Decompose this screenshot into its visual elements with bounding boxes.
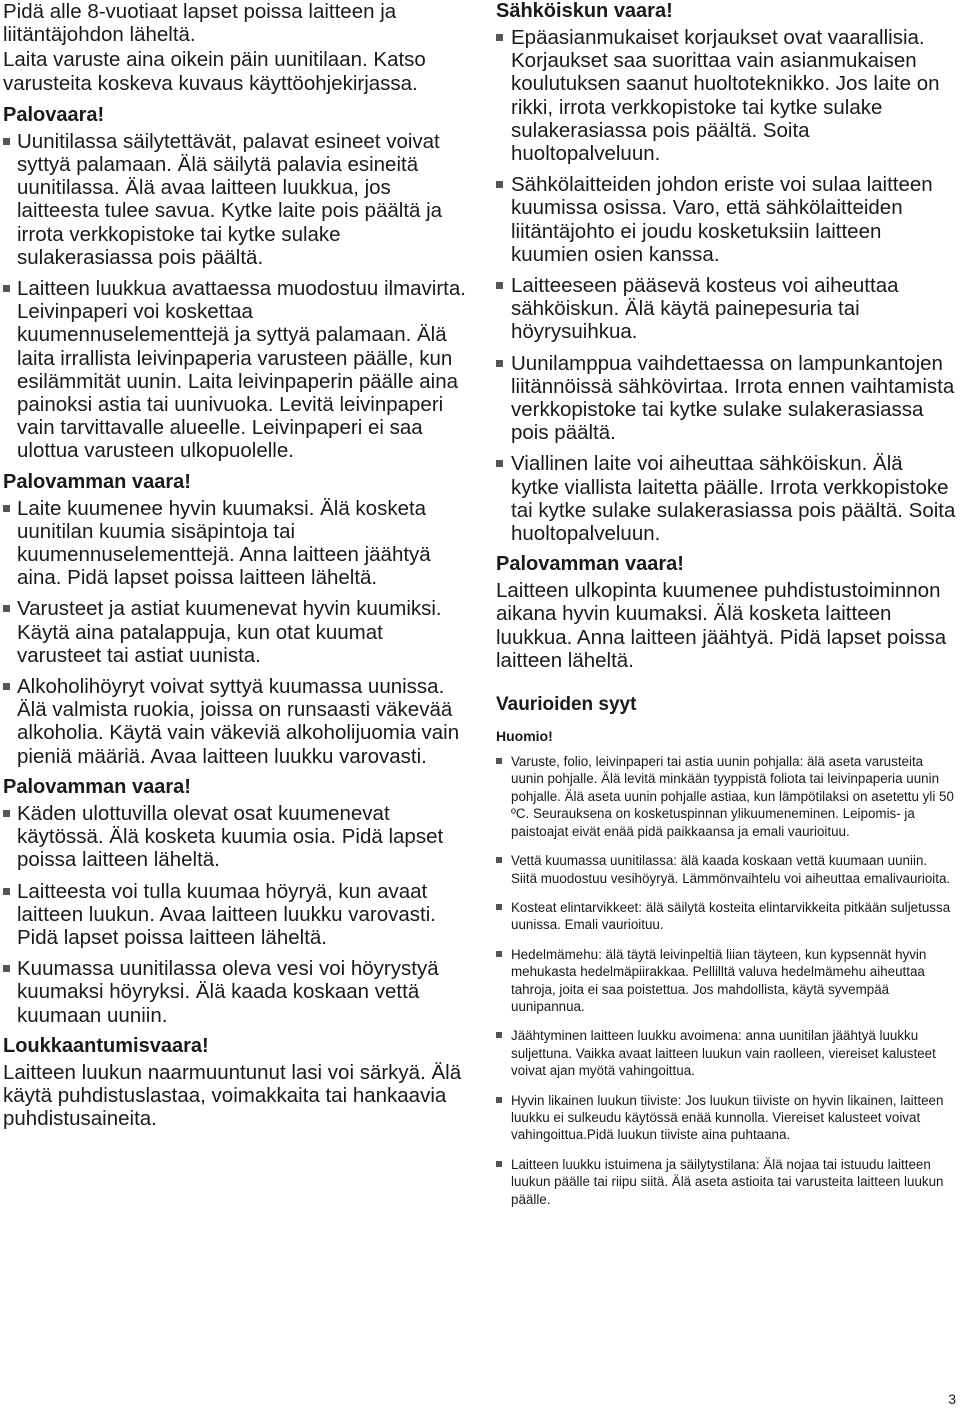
list-item: Varusteet ja astiat kuumenevat hyvin kuumiksi. Käytä aina patalappuja, kun otat kuumat varusteet tai astiat uunista. (3, 597, 468, 667)
electric-shock-heading: Sähköiskun vaara! (496, 0, 673, 22)
list-item: Kosteat elintarvikkeet: älä säilytä kosteita elintarvikkeita pitkään suljetussa uunissa. Emali vaurioituu. (496, 899, 956, 934)
list-item: Uunilamppua vaihdettaessa on lampunkantojen liitännöissä sähkövirtaa. Irrota ennen vaihtamista verkkopistoke tai kytke sulake sulakerasiassa pois päältä. (496, 352, 956, 445)
bullet-square-icon (496, 34, 503, 41)
list-item: Epäasianmukaiset korjaukset ovat vaarallisia. Korjaukset saa suorittaa vain asianmukaisen koulutuksen saanut huoltoteknikko. Jos laite on rikki, irrota verkkopistoke tai kytke sulake sulakerasiassa pois päältä. Soita huoltopalveluun. (496, 26, 956, 165)
list-item: Hedelmämehu: älä täytä leivinpeltiä liian täyteen, kun kypsennät hyvin mehukasta hedelmäpiirakkaa. Pellilltä valuva hedelmämehu aiheuttaa tahroja, joita ei saa poistettua. Jos mahdollista, käytä syvempää uunipannua. (496, 946, 956, 1016)
left-column (3, 0, 468, 1130)
page-number: 3 (948, 1391, 956, 1407)
bullet-square-icon (496, 857, 502, 863)
damage-causes-heading: Vaurioiden syyt (496, 694, 637, 716)
list-item: Laitteesta voi tulla kuumaa höyryä, kun avaat laitteen luukun. Avaa laitteen luukku varovasti. Pidä lapset poissa laitteen läheltä. (3, 880, 468, 950)
bullet-square-icon (496, 1097, 502, 1103)
burn-hazard-list (3, 802, 468, 1027)
list-item: Kuumassa uunitilassa oleva vesi voi höyrystyä kuumaksi höyryksi. Älä kaada koskaan vettä kuumaan uuniin. (3, 957, 468, 1027)
fire-hazard-heading: Palovaara! (3, 103, 105, 126)
bullet-square-icon (3, 888, 10, 895)
bullet-square-icon (496, 758, 502, 764)
burn-hazard-list (3, 497, 468, 768)
electric-shock-list (496, 26, 956, 545)
list-item: Sähkölaitteiden johdon eriste voi sulaa laitteen kuumissa osissa. Varo, että sähkölaitteiden liitäntäjohto ei joudu kosketuksiin laitteen kuumien osien kanssa. (496, 173, 956, 266)
list-item: Alkoholihöyryt voivat syttyä kuumassa uunissa. Älä valmista ruokia, joissa on runsaasti väkevää alkoholia. Käytä vain väkeviä alkoholijuomia vain pieniä määriä. Avaa laitteen luukku varovasti. (3, 675, 468, 768)
injury-hazard-heading: Loukkaantumisvaara! (3, 1034, 209, 1057)
list-item: Jäähtyminen laitteen luukku avoimena: anna uunitilan jäähtyä luukku suljettuna. Vaikka avaat laitteen luukun vain raolleen, viereiset kalusteet voivat ajan myötä vahingoittua. (496, 1027, 956, 1079)
list-item: Viallinen laite voi aiheuttaa sähköiskun. Älä kytke viallista laitetta päälle. Irrota verkkopistoke tai kytke sulake sulakerasiassa pois päältä. Soita huoltopalveluun. (496, 452, 956, 545)
bullet-square-icon (496, 282, 503, 289)
bullet-square-icon (496, 460, 503, 467)
list-item: Laitteen luukku istuimena ja säilytystilana: Älä nojaa tai istuudu laitteen luukun päälle tai riipu siitä. Älä aseta astioita tai varusteita laitteen luukun päälle. (496, 1156, 956, 1208)
bullet-square-icon (3, 683, 10, 690)
bullet-square-icon (3, 138, 10, 145)
burn-hazard-heading: Palovamman vaara! (496, 553, 684, 576)
list-item: Uunitilassa säilytettävät, palavat esineet voivat syttyä palamaan. Älä säilytä palavia esineitä uunitilassa. Älä avaa laitteen luukkua, jos laitteesta tulee savua. Kytke laite pois päältä ja irrota verkkopistoke tai kytke sulake sulakerasiassa pois päältä. (3, 130, 468, 269)
bullet-square-icon (496, 1161, 502, 1167)
burn-hazard-heading: Palovamman vaara! (3, 775, 191, 798)
bullet-square-icon (3, 810, 10, 817)
injury-hazard-text: Laitteen luukun naarmuuntunut lasi voi särkyä. Älä käytä puhdistuslastaa, voimakkaita tai hankaavia puhdistusaineita. (3, 1060, 462, 1131)
list-item: Varuste, folio, leivinpaperi tai astia uunin pohjalla: älä aseta varusteita uunin pohjalle. Älä levitä minkään tyyppistä foliota tai leivinpaperia uunin pohjalle. Älä aseta uunin pohjalle astiaa, kun lämpötilaksi on asetettu yli 50 ºC. Seurauksena on kosketuspinnan ylikuumeneminen. Leipomis- ja paistoajat eivät enää pidä paikkaansa ja emali vaurioituu. (496, 753, 956, 840)
bullet-square-icon (3, 285, 10, 292)
list-item: Laitteeseen pääsevä kosteus voi aiheuttaa sähköiskun. Älä käytä painepesuria tai höyrysuihkua. (496, 274, 956, 344)
list-item: Vettä kuumassa uunitilassa: älä kaada koskaan vettä kuumaan uuniin. Siitä muodostuu vesihöyryä. Lämmönvaihtelu voi aiheuttaa emalivaurioita. (496, 852, 956, 887)
bullet-square-icon (496, 1032, 502, 1038)
list-item: Käden ulottuvilla olevat osat kuumenevat käytössä. Älä kosketa kuumia osia. Pidä lapset poissa laitteen läheltä. (3, 802, 468, 872)
bullet-square-icon (496, 181, 503, 188)
right-column (496, 0, 956, 1220)
bullet-square-icon (3, 965, 10, 972)
bullet-square-icon (3, 605, 10, 612)
bullet-square-icon (496, 360, 503, 367)
bullet-square-icon (496, 951, 502, 957)
list-item: Laitteen luukkua avattaessa muodostuu ilmavirta. Leivinpaperi voi koskettaa kuumennuselementtejä ja syttyä palamaan. Älä laita irrallista leivinpaperia varusteen päälle, kun esilämmität uunin. Laita leivinpaperin päälle aina painoksi astia tai uunivuoka. Levitä leivinpaperi vain tarvittavalle alueelle. Leivinpaperi ei saa ulottua varusteen ulkopuolelle. (3, 277, 468, 463)
bullet-square-icon (3, 505, 10, 512)
burn-hazard-text: Laitteen ulkopinta kuumenee puhdistustoiminnon aikana hyvin kuumaksi. Älä kosketa laitteen luukkua. Anna laitteen jäähtyä. Pidä lapset poissa laitteen läheltä. (496, 579, 947, 672)
list-item: Hyvin likainen luukun tiiviste: Jos luukun tiiviste on hyvin likainen, laitteen luukku ei sulkeudu käytössä enää kunnolla. Viereiset kalusteet voivat vahingoittua.Pidä luukun tiiviste aina puhtaana. (496, 1092, 956, 1144)
note-label: Huomio! (496, 728, 553, 745)
intro-paragraph: Pidä alle 8-vuotiaat lapset poissa laitteen ja liitäntäjohdon läheltä. (3, 0, 397, 47)
fire-hazard-list (3, 130, 468, 463)
bullet-square-icon (496, 904, 502, 910)
damage-causes-list (496, 753, 956, 1208)
intro-paragraph: Laita varuste aina oikein päin uunitilaan. Katso varusteita koskeva kuvaus käyttöohjekirjassa. (3, 48, 426, 95)
list-item: Laite kuumenee hyvin kuumaksi. Älä kosketa uunitilan kuumia sisäpintoja tai kuumennuselementtejä. Anna laitteen jäähtyä aina. Pidä lapset poissa laitteen läheltä. (3, 497, 468, 590)
burn-hazard-heading: Palovamman vaara! (3, 470, 191, 493)
